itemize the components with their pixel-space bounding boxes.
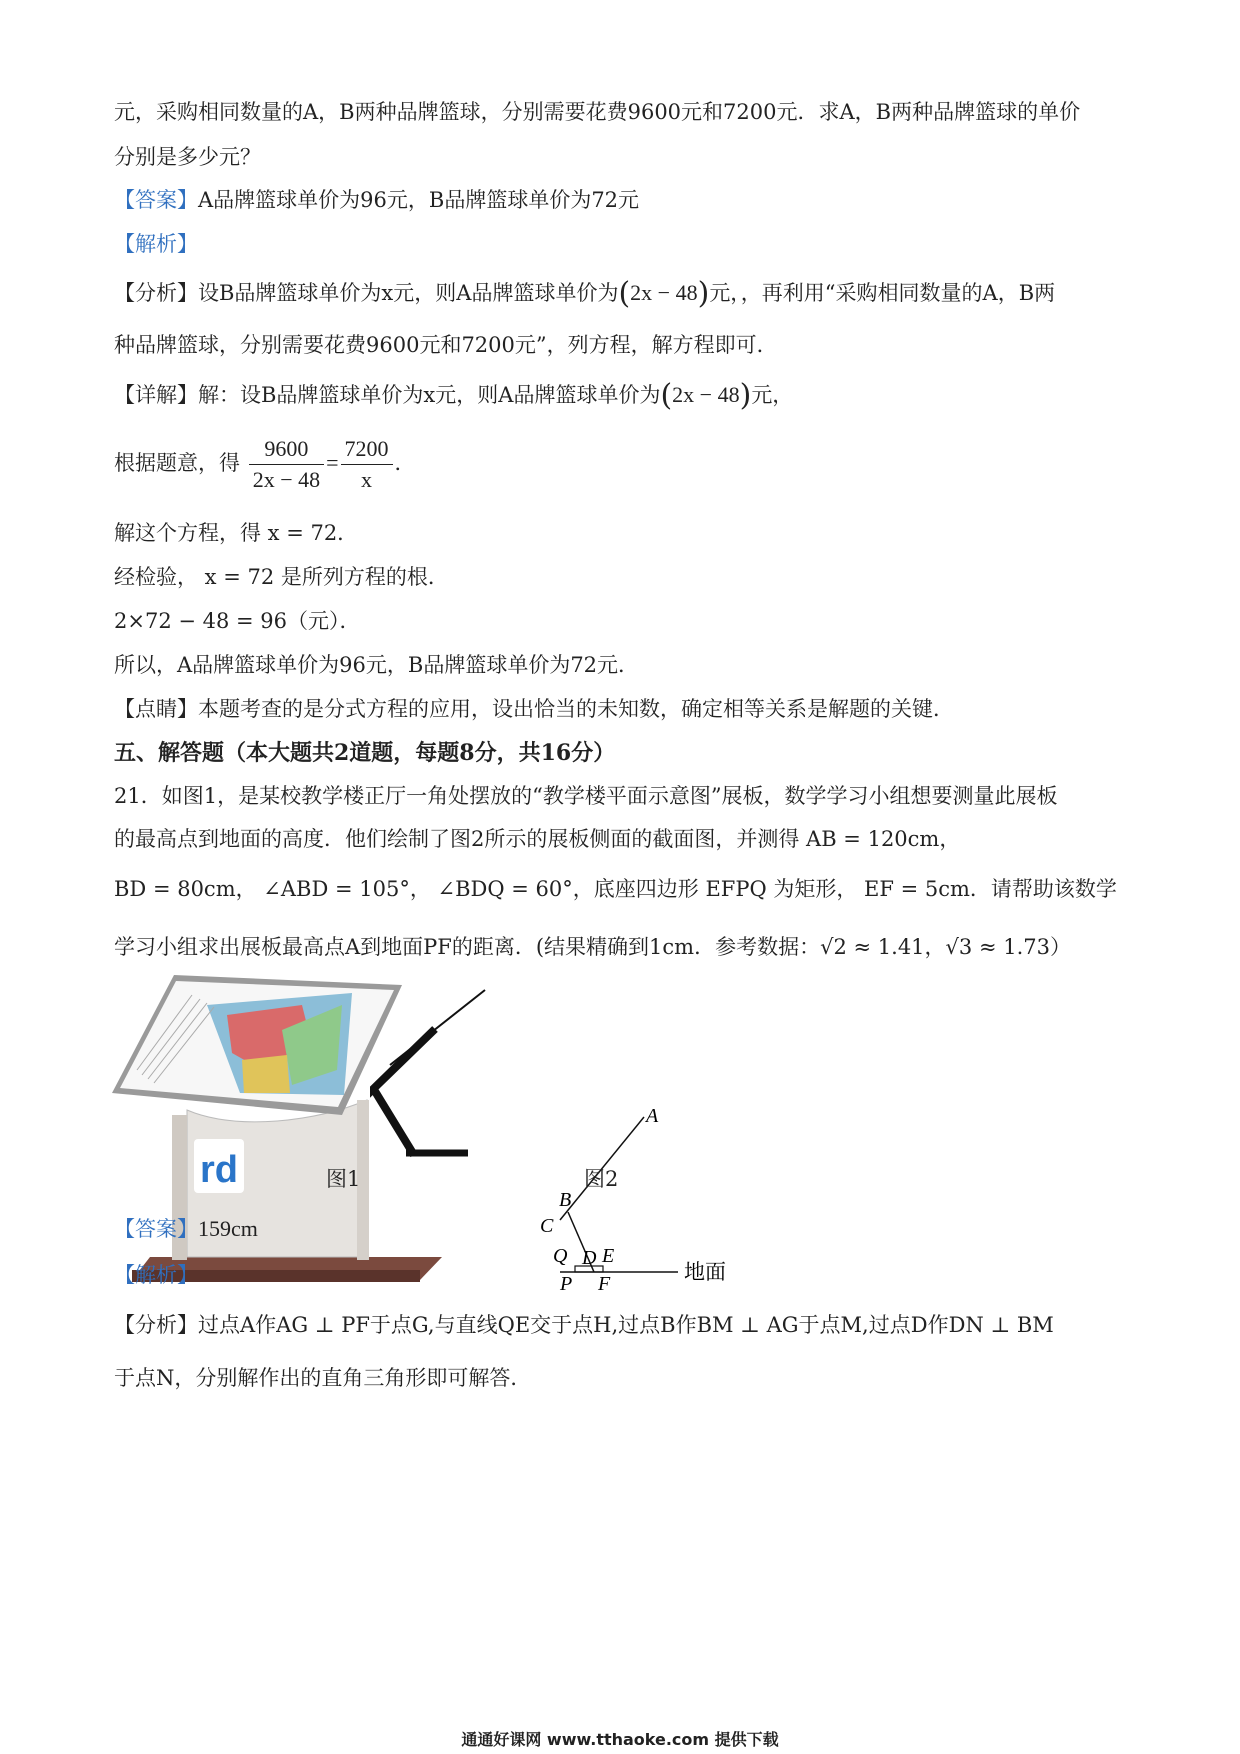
- solve-line: 解这个方程，得 x = 72．: [114, 521, 359, 545]
- point-B: B: [559, 1189, 572, 1211]
- fraction-numerator: 9600: [249, 436, 324, 465]
- point-C: C: [540, 1215, 554, 1237]
- answer-tag: 【答案】: [114, 188, 198, 212]
- remark-tag: 【点睛】: [114, 697, 198, 721]
- analysis-text: 元，，再利用“采购相同数量的A，B两: [709, 281, 1056, 305]
- ground-label: 地面: [684, 1260, 726, 1284]
- board-thick-line: [370, 1029, 435, 1097]
- fraction: [341, 436, 393, 493]
- expression: 2x − 48: [630, 280, 698, 305]
- equation-prefix: 根据题意，得: [114, 451, 240, 475]
- footer: 通通好课网 www.tthaoke.com 提供下载: [461, 1730, 779, 1749]
- analysis-tag: 【分析】: [114, 281, 198, 305]
- calc-line: 2×72 − 48 = 96（元）．: [114, 609, 361, 633]
- remark-line: [114, 693, 954, 723]
- text-line: 分别是多少元？: [114, 145, 261, 169]
- figure2-diagram: [540, 1102, 740, 1302]
- figure1-caption: 图1: [326, 1167, 361, 1191]
- analysis-tag: 【解析】: [114, 1263, 198, 1287]
- answer-text: 159cm: [198, 1216, 258, 1241]
- point-E: E: [602, 1245, 615, 1267]
- detail-text: 解：设B品牌篮球单价为x元，则A品牌篮球单价为: [198, 383, 661, 407]
- section-heading: 五、解答题（本大题共2道题，每题8分，共16分）: [114, 740, 616, 766]
- point-A: A: [646, 1105, 659, 1127]
- fraction: [249, 436, 324, 493]
- question-line: 的最高点到地面的高度．他们绘制了图2所示的展板侧面的截面图，并测得 AB = 120cm，: [114, 827, 961, 851]
- equation-line: [114, 436, 416, 493]
- question-line: 学习小组求出展板最高点A到地面PF的距离．(结果精确到1cm．参考数据：√2 ≈ 1.41，√3 ≈ 1.73）: [114, 935, 1071, 959]
- expression: 2x − 48: [672, 382, 740, 407]
- analysis-line: 种品牌篮球，分别需要花费9600元和7200元”，列方程，解方程即可．: [114, 333, 778, 357]
- analysis-text: 设B品牌篮球单价为x元，则A品牌篮球单价为: [198, 281, 619, 305]
- detail-tag: 【详解】: [114, 383, 198, 407]
- figure2-caption: 图2: [584, 1167, 619, 1191]
- conclusion-line: 所以，A品牌篮球单价为96元，B品牌篮球单价为72元．: [114, 653, 640, 677]
- analysis-line: 于点N，分别解作出的直角三角形即可解答．: [114, 1366, 532, 1390]
- fraction-denominator: x: [361, 467, 373, 492]
- answer-line: [114, 184, 639, 214]
- analysis-line: [114, 1309, 1054, 1339]
- answer-line: [114, 1213, 258, 1243]
- point-D: D: [582, 1247, 597, 1269]
- analysis-tag: 【分析】: [114, 1313, 198, 1337]
- stand-line: [373, 1088, 414, 1155]
- point-Q: Q: [553, 1245, 568, 1267]
- analysis-line: 【分析】设B品牌篮球单价为x元，则A品牌篮球单价为(2x − 48)元，，再利用“采购相同数量的A，B两: [114, 276, 1056, 311]
- question-line: BD = 80cm， ∠ABD = 105°， ∠BDQ = 60°，底座四边形 EFPQ 为矩形， EF = 5cm．请帮助该数学: [114, 877, 1117, 901]
- equals-sign: =: [326, 450, 339, 475]
- point-F: F: [598, 1273, 611, 1295]
- logo-icon: rd: [200, 1149, 238, 1191]
- detail-line: 【详解】解：设B品牌篮球单价为x元，则A品牌篮球单价为(2x − 48)元，: [114, 378, 794, 413]
- question-line: 21．如图1，是某校教学楼正厅一角处摆放的“教学楼平面示意图”展板，数学学习小组想要测量此展板: [114, 784, 1058, 808]
- detail-text: 元，: [751, 383, 794, 407]
- answer-text: A品牌篮球单价为96元，B品牌篮球单价为72元: [198, 188, 640, 212]
- text-line: 元，采购相同数量的A，B两种品牌篮球，分别需要花费9600元和7200元．求A，B两种品牌篮球的单价: [114, 100, 1081, 124]
- point-P: P: [560, 1273, 573, 1295]
- check-line: 经检验， x = 72 是所列方程的根．: [114, 565, 449, 589]
- figure1-profile: [370, 985, 500, 1175]
- answer-tag: 【答案】: [114, 1217, 198, 1241]
- equation-end: ．: [394, 451, 416, 475]
- analysis-tag: 【解析】: [114, 232, 198, 256]
- fraction-denominator: 2x − 48: [252, 467, 321, 492]
- fraction-numerator: 7200: [341, 436, 393, 465]
- remark-text: 本题考查的是分式方程的应用，设出恰当的未知数，确定相等关系是解题的关键．: [198, 697, 954, 721]
- analysis-text: 过点A作AG ⊥ PF于点G,与直线QE交于点H,过点B作BM ⊥ AG于点M,过点D作DN ⊥ BM: [198, 1313, 1054, 1337]
